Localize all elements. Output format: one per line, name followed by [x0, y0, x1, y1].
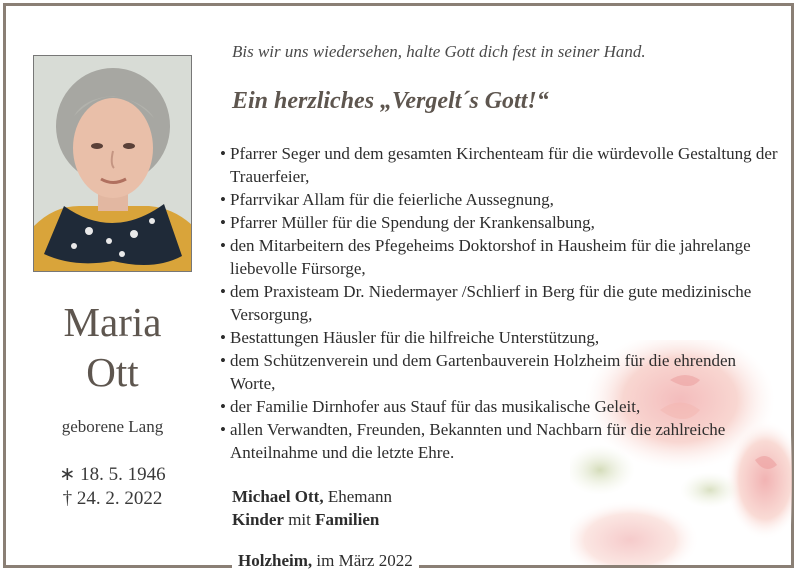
verse: Bis wir uns wiedersehen, halte Gott dich fest in seiner Hand. — [232, 42, 646, 61]
list-item — [220, 349, 780, 395]
list-item — [220, 280, 780, 326]
thanks-list — [220, 142, 780, 464]
thanks-text: der Familie Dirnhofer aus Stauf für das musikalische Geleit, — [230, 397, 641, 416]
bullet: • — [220, 190, 226, 209]
list-item — [220, 418, 780, 464]
bullet: • — [220, 328, 226, 347]
bullet: • — [220, 351, 226, 370]
signature-with: mit — [283, 510, 316, 529]
list-item — [220, 326, 780, 349]
thanks-text: allen Verwandten, Freunden, Bekannten und Nachbarn für die zahlreiche Anteilnahme und die letzte Ehre. — [230, 420, 726, 462]
signature-families: Familien — [315, 510, 380, 529]
thanks-text: dem Schützenverein und dem Gartenbauverein Holzheim für die ehrenden Worte, — [230, 351, 737, 393]
maiden-name: geborene Lang — [61, 417, 164, 436]
thanks-text: Pfarrvikar Allam für die feierliche Aussegnung, — [230, 190, 554, 209]
last-name: Ott — [86, 349, 139, 395]
signature-line-2 — [232, 510, 379, 530]
list-item — [220, 142, 780, 188]
first-name: Maria — [63, 299, 162, 345]
bullet: • — [220, 236, 226, 255]
list-item — [220, 234, 780, 280]
thanks-text: Pfarrer Müller für die Spendung der Krankensalbung, — [230, 213, 595, 232]
footer-place-date — [232, 551, 419, 571]
signature-relation: Ehemann — [323, 487, 393, 506]
portrait-photo — [33, 55, 192, 272]
bullet: • — [220, 213, 226, 232]
footer-date: im März 2022 — [312, 551, 413, 570]
heading: Ein herzliches „Vergelt´s Gott!“ — [232, 88, 549, 114]
thanks-text: Pfarrer Seger und dem gesamten Kirchenteam für die würdevolle Gestaltung der Trauerfeier, — [230, 144, 778, 186]
bullet: • — [220, 282, 226, 301]
death-date: † 24. 2. 2022 — [62, 488, 163, 509]
signature-name: Michael Ott, — [232, 487, 324, 506]
thanks-text: dem Praxisteam Dr. Niedermayer /Schlierf in Berg für die gute medizinische Versorgung, — [230, 282, 752, 324]
bullet: • — [220, 144, 226, 163]
list-item — [220, 211, 780, 234]
list-item — [220, 395, 780, 418]
bullet: • — [220, 420, 226, 439]
list-item — [220, 188, 780, 211]
signature-kids: Kinder — [232, 510, 284, 529]
thanks-text: Bestattungen Häusler für die hilfreiche Unterstützung, — [230, 328, 600, 347]
signature-line-1 — [232, 487, 392, 507]
thanks-text: den Mitarbeitern des Pfegeheims Doktorshof in Hausheim für die jahrelange liebevolle Fürsorge, — [230, 236, 751, 278]
birth-date: ∗ 18. 5. 1946 — [59, 464, 166, 485]
footer-place: Holzheim, — [238, 551, 313, 570]
bullet: • — [220, 397, 226, 416]
